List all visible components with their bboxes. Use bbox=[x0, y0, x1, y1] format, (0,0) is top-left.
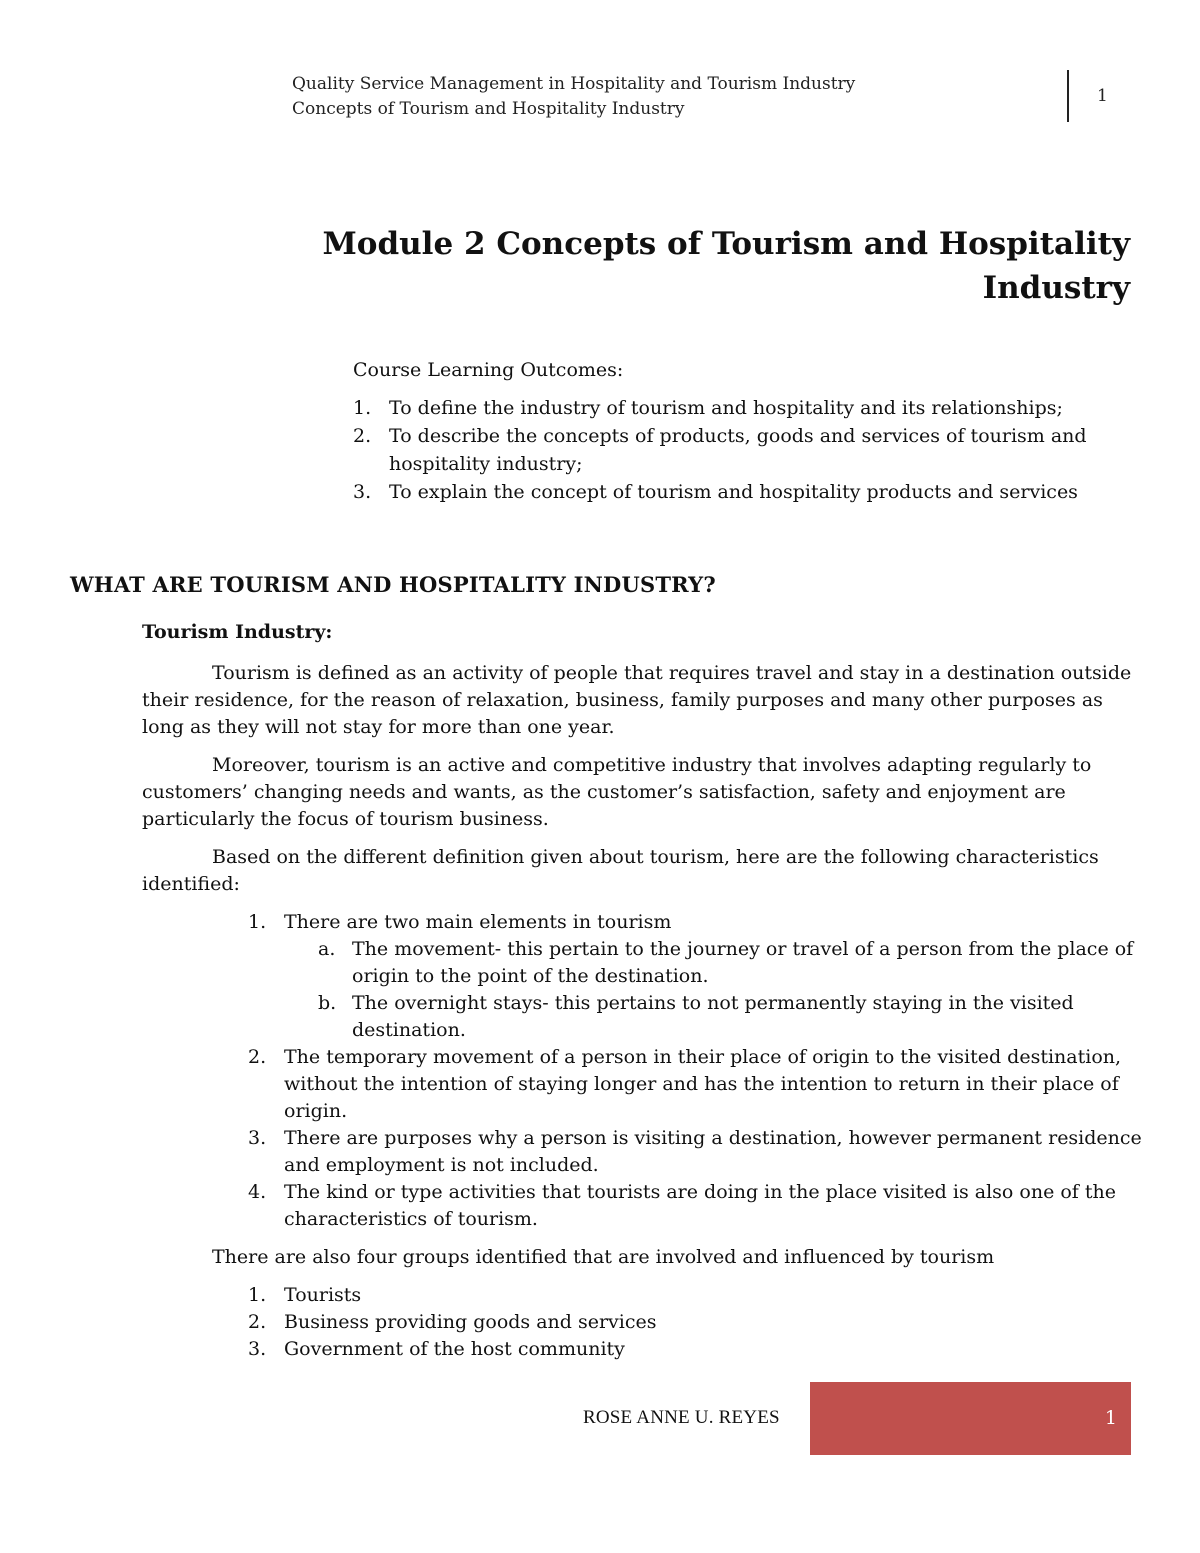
list-item bbox=[248, 909, 1142, 1044]
header-divider bbox=[1067, 70, 1069, 122]
sublist-letter: a. bbox=[318, 938, 336, 960]
list-number: 2. bbox=[353, 425, 372, 447]
list-item bbox=[353, 394, 1143, 422]
groups-list bbox=[248, 1282, 1142, 1363]
list-item bbox=[248, 1044, 1142, 1125]
sublist-text: The overnight stays- this pertains to not permanently staying in the visited destination. bbox=[352, 992, 1074, 1041]
list-text: The temporary movement of a person in their place of origin to the visited destination, without the intention of staying longer and has the intention to return in their place of origin. bbox=[284, 1046, 1122, 1122]
list-item bbox=[248, 1125, 1142, 1179]
paragraph: Moreover, tourism is an active and competitive industry that involves adapting regularly to customers’ changing needs and wants, as the customer’s satisfaction, safety and enjoyment are particularly the focus of tourism business. bbox=[142, 754, 1092, 830]
list-text: To define the industry of tourism and hospitality and its relationships; bbox=[389, 397, 1063, 419]
list-text: The kind or type activities that tourists are doing in the place visited is also one of the characteristics of tourism. bbox=[284, 1181, 1116, 1230]
learning-outcomes-list bbox=[353, 394, 1143, 506]
list-text: Business providing goods and services bbox=[284, 1311, 657, 1333]
subsection-heading: Tourism Industry: bbox=[142, 621, 333, 643]
list-number: 1. bbox=[353, 397, 372, 419]
list-item bbox=[353, 422, 1143, 478]
list-text: There are purposes why a person is visiting a destination, however permanent residence and employment is not included. bbox=[284, 1127, 1142, 1176]
header-page-number: 1 bbox=[1097, 86, 1108, 106]
sublist-item bbox=[318, 936, 1142, 990]
list-text: Tourists bbox=[284, 1284, 362, 1306]
list-number: 1. bbox=[248, 1284, 267, 1306]
paragraph: Based on the different definition given about tourism, here are the following characteristics identified: bbox=[142, 846, 1099, 895]
section-body bbox=[142, 660, 1142, 1363]
sublist-text: The movement- this pertain to the journey or travel of a person from the place of origin to the point of the destination. bbox=[352, 938, 1134, 987]
sublist-item bbox=[318, 990, 1142, 1044]
footer-author: ROSE ANNE U. REYES bbox=[583, 1407, 780, 1428]
header-course-title: Quality Service Management in Hospitality and Tourism Industry bbox=[292, 74, 856, 94]
learning-outcomes-label: Course Learning Outcomes: bbox=[353, 359, 624, 381]
elements-sublist bbox=[318, 936, 1142, 1044]
list-item bbox=[248, 1282, 1142, 1309]
characteristics-list bbox=[248, 909, 1142, 1233]
list-item bbox=[248, 1336, 1142, 1363]
list-item bbox=[353, 478, 1143, 506]
section-heading: WHAT ARE TOURISM AND HOSPITALITY INDUSTRY? bbox=[70, 572, 716, 597]
running-header bbox=[292, 72, 1052, 122]
module-title-line1: Module 2 Concepts of Tourism and Hospitality bbox=[322, 226, 1130, 262]
list-number: 3. bbox=[248, 1338, 267, 1360]
footer-page-box bbox=[810, 1382, 1131, 1455]
list-text: To explain the concept of tourism and hospitality products and services bbox=[389, 481, 1078, 503]
paragraph: Tourism is defined as an activity of people that requires travel and stay in a destination outside their residence, for the reason of relaxation, business, family purposes and many other purposes as long as they will not stay for more than one year. bbox=[142, 662, 1132, 738]
header-module-title: Concepts of Tourism and Hospitality Industry bbox=[292, 99, 685, 119]
list-item bbox=[248, 1179, 1142, 1233]
module-title-line2: Industry bbox=[982, 270, 1130, 306]
list-item bbox=[248, 1309, 1142, 1336]
groups-intro: There are also four groups identified that are involved and influenced by tourism bbox=[212, 1246, 995, 1268]
list-number: 4. bbox=[248, 1181, 267, 1203]
list-text: There are two main elements in tourism bbox=[284, 911, 672, 933]
list-number: 2. bbox=[248, 1311, 267, 1333]
module-title bbox=[230, 222, 1130, 310]
list-text: Government of the host community bbox=[284, 1338, 625, 1360]
learning-outcomes bbox=[353, 356, 1143, 506]
footer-page-number: 1 bbox=[1104, 1407, 1117, 1429]
list-number: 3. bbox=[353, 481, 372, 503]
list-number: 1. bbox=[248, 911, 267, 933]
list-text: To describe the concepts of products, goods and services of tourism and hospitality industry; bbox=[389, 425, 1087, 475]
list-number: 2. bbox=[248, 1046, 267, 1068]
list-number: 3. bbox=[248, 1127, 267, 1149]
sublist-letter: b. bbox=[318, 992, 337, 1014]
